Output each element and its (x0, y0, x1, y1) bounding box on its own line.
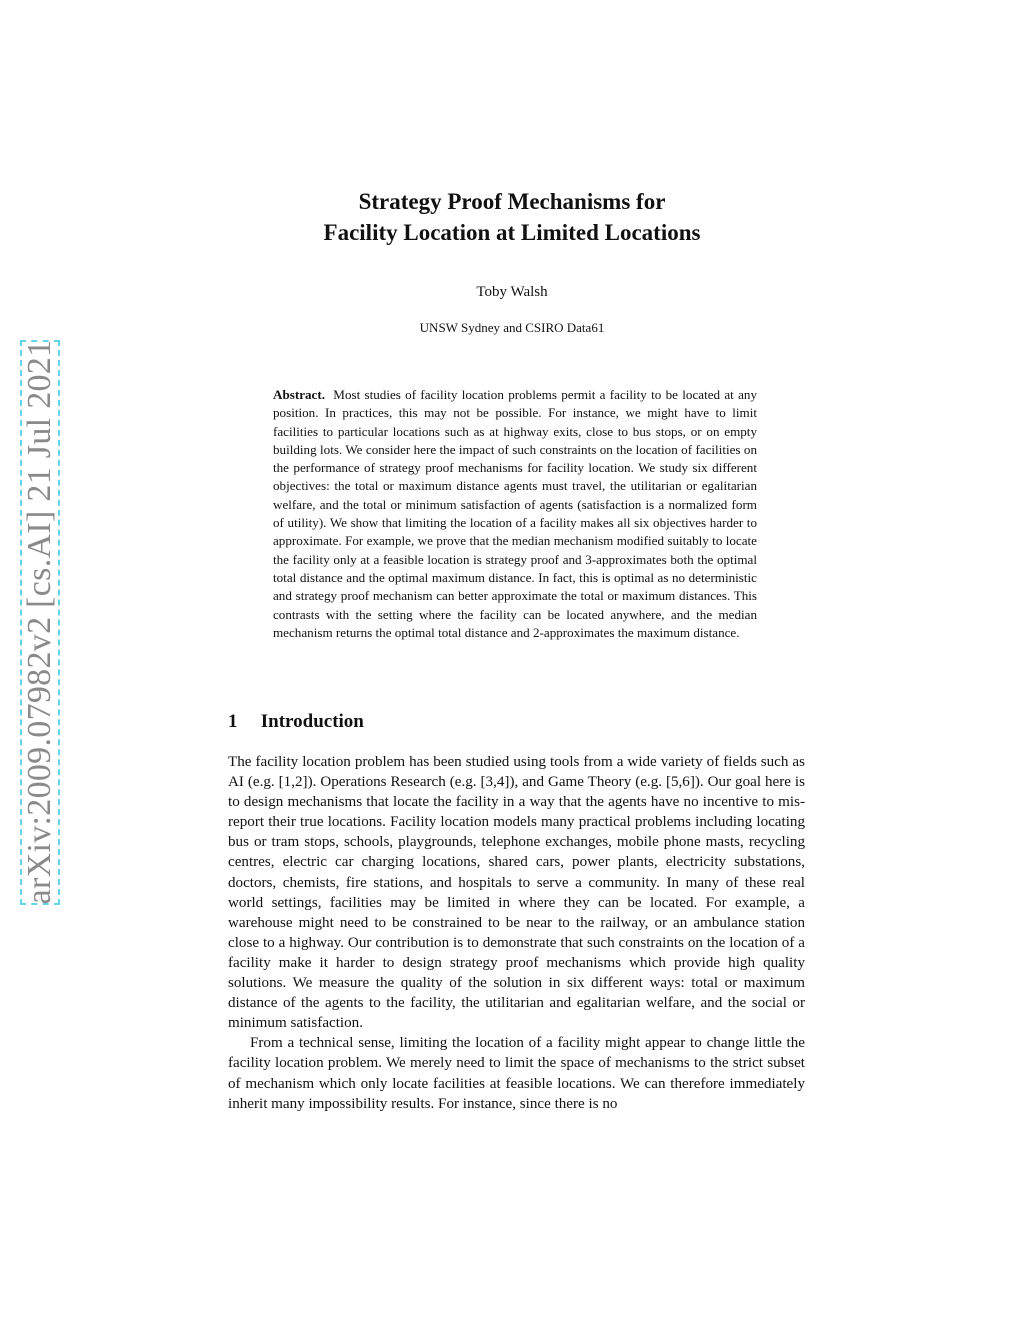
author-name: Toby Walsh (476, 284, 548, 300)
title-line-2: Facility Location at Limited Locations (323, 220, 701, 245)
section-number: 1 (228, 711, 238, 732)
abstract-text: Most studies of facility location problems permit a facility to be located at any position. In practices, this may not be possible. For instance, we might have to limit facilities to particular locations such as at highway exits, close to bus stops, or on empty building lots. We consider here the impact of such constraints on the location of facilities on the performance of strategy proof mechanisms for facility location. We study six different objectives: the total or maximum distance agents must travel, the utilitarian or egalitarian welfare, and the total or minimum satisfaction of agents (satisfaction is a normalized form of utility). We show that limiting the location of a facility makes all six objectives harder to approximate. For example, we prove that the median mechanism modified suitably to locate the facility only at a feasible location is strategy proof and 3-approximates both the optimal total distance and the optimal maximum distance. In fact, this is optimal as no deterministic and strategy proof mechanism can better approximate the total or maximum distances. This contrasts with the setting where the facility can be located anywhere, and the median mechanism returns the optimal total distance and 2-approximates the maximum distance. (273, 387, 757, 640)
section-title: Introduction (260, 711, 364, 732)
paper-title (212, 186, 812, 248)
paragraph: From a technical sense, limiting the location of a facility might appear to change little the facility location problem. We merely need to limit the space of mechanisms to the strict subset of mechanism which only locate facilities at feasible locations. We can therefore immediately inherit many impossibility results. For instance, since there is no (228, 1035, 805, 1112)
arxiv-identifier: arXiv:2009.07982v2 [cs.AI] 21 Jul 2021 (21, 339, 58, 905)
title-line-1: Strategy Proof Mechanisms for (358, 189, 666, 214)
author-affiliation: UNSW Sydney and CSIRO Data61 (419, 320, 605, 335)
abstract (273, 386, 757, 642)
paragraph: The facility location problem has been studied using tools from a wide variety of fields such as AI (e.g. [1,2]). Operations Research (e.g. [3,4]), and Game Theory (e.g. [5,6]). Our goal here is to design mechanisms that locate the facility in a way that the agents have no incentive to mis-report their true locations. Facility location models many practical problems including locating bus or tram stops, schools, playgrounds, telephone exchanges, mobile phone masts, recycling centres, electric car charging locations, shared cars, power plants, electricity substations, doctors, chemists, fire stations, and hospitals to serve a community. In many of these real world settings, facilities may be limited in where they can be located. For example, a warehouse might need to be constrained to be near to the railway, or an ambulance station close to a highway. Our contribution is to demonstrate that such constraints on the location of a facility make it harder to design strategy proof mechanisms which provide high quality solutions. We measure the quality of the solution in six different ways: total or maximum distance of the agents to the facility, the utilitarian and egalitarian welfare, and the social or minimum satisfaction. (228, 754, 805, 1032)
body-text (228, 752, 805, 1114)
abstract-label: Abstract. (273, 387, 325, 402)
section-heading (228, 711, 364, 733)
